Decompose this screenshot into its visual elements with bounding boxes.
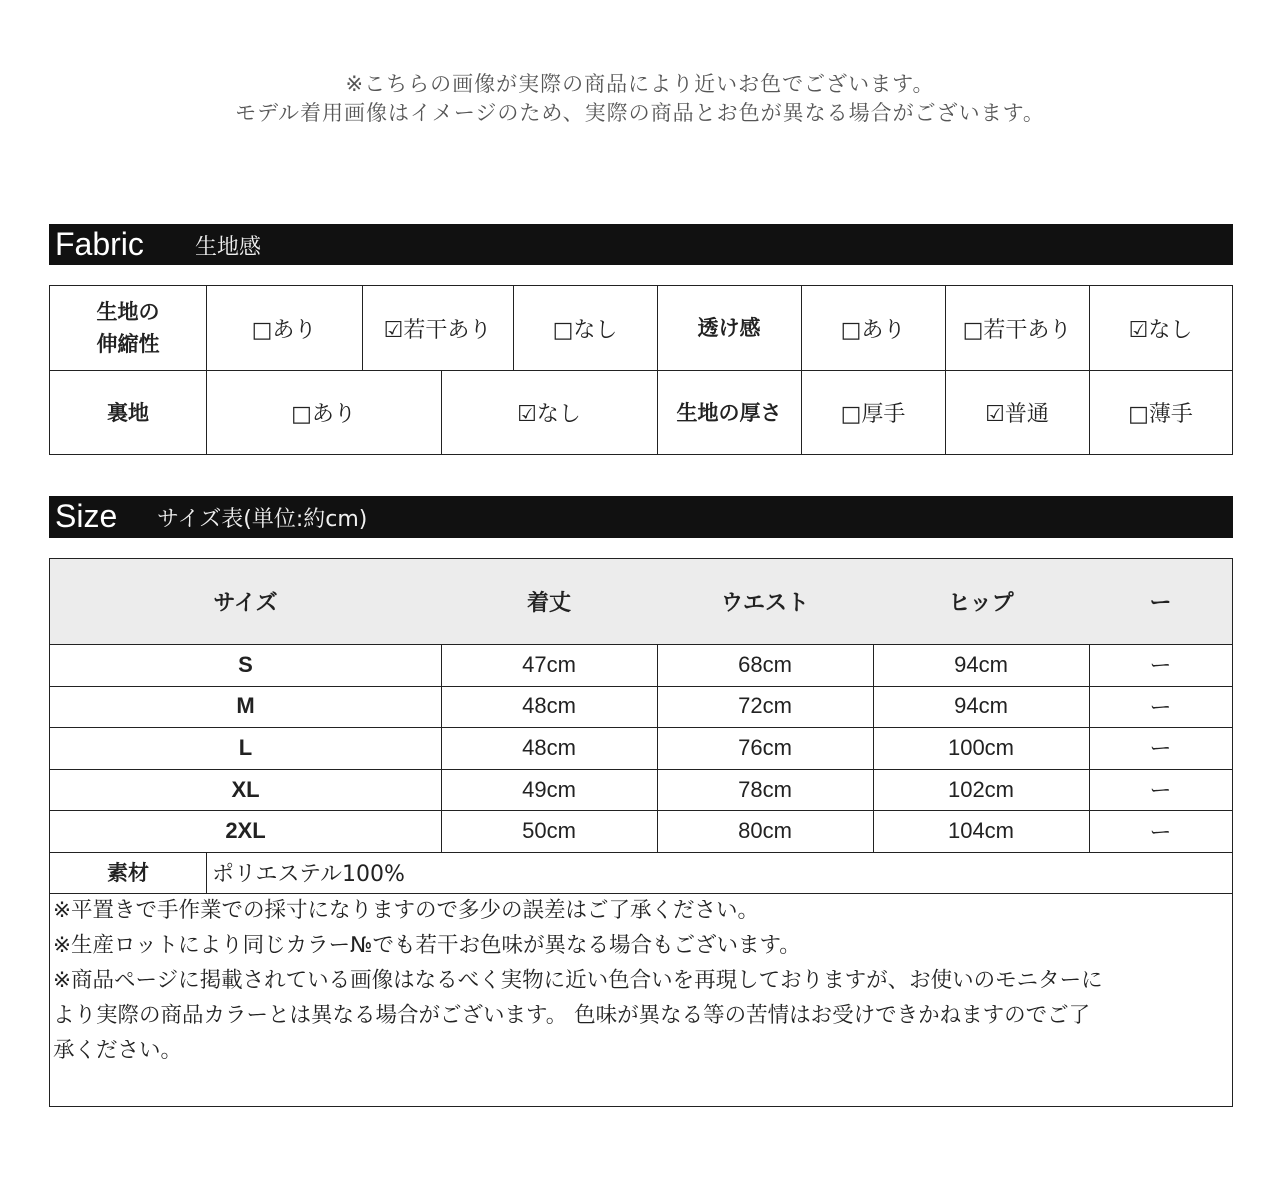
note-line: 承ください。 (53, 1038, 183, 1063)
thickness-label: 生地の厚さ (657, 371, 802, 454)
lining-option-yes: □あり (206, 371, 442, 454)
sheer-label: 透け感 (657, 286, 802, 371)
stretch-option-yes: □あり (206, 286, 363, 371)
size-header-waist: ウエスト (657, 559, 874, 645)
size-row-size-cell: S (50, 644, 442, 687)
size-row-extra-cell: ー (1089, 810, 1232, 853)
sheer-option-yes: □あり (801, 286, 946, 371)
note-line: ※商品ページに掲載されている画像はなるべく実物に近い色合いを再現しておりますが、お使いのモニターに (53, 968, 1103, 993)
size-header-extra: ー (1089, 559, 1232, 645)
size-row-length-cell: 48cm (441, 686, 658, 729)
thickness-option-normal: ☑普通 (945, 371, 1090, 454)
size-row-hip-cell: 102cm (873, 769, 1090, 812)
size-row-hip-cell: 94cm (873, 686, 1090, 729)
fabric-table (49, 285, 1233, 455)
size-row-size-cell: L (50, 727, 442, 770)
size-row-length-cell: 49cm (441, 769, 658, 812)
size-row-waist-cell: 72cm (657, 686, 874, 729)
note-line: ※生産ロットにより同じカラー№でも若干お色味が異なる場合もございます。 (53, 933, 801, 958)
stretch-option-slight: ☑若干あり (362, 286, 514, 371)
size-row-waist-cell: 78cm (657, 769, 874, 812)
thickness-option-thin: □薄手 (1128, 402, 1193, 427)
header-note-1: ※こちらの画像が実際の商品により近いお色でございます。 (345, 72, 935, 96)
fabric-section-header (49, 224, 1233, 265)
note-line: より実際の商品カラーとは異なる場合がございます。 色味が異なる等の苦情はお受けできかねますのでご了 (53, 1003, 1091, 1028)
fabric-title-jp: 生地感 (195, 235, 262, 260)
thickness-option-thick: □厚手 (801, 371, 946, 454)
material-label: 素材 (50, 852, 207, 894)
material-value: ポリエステル100% (206, 852, 1232, 894)
size-notes (53, 893, 1229, 1068)
size-row-hip-cell: 100cm (873, 727, 1090, 770)
size-row-length-cell: 50cm (441, 810, 658, 853)
sheer-option-slight: □若干あり (945, 286, 1090, 371)
lining-label: 裏地 (50, 371, 207, 454)
size-header-size: サイズ (50, 559, 442, 645)
size-title-jp: サイズ表(単位:約cm) (157, 507, 368, 532)
size-title-en: Size (55, 498, 118, 534)
size-row-hip-cell: 94cm (873, 644, 1090, 687)
size-row-waist-cell: 80cm (657, 810, 874, 853)
size-row-extra-cell: ー (1089, 769, 1232, 812)
size-row-length-cell: 47cm (441, 644, 658, 687)
size-row-size-cell: M (50, 686, 442, 729)
size-row-extra-cell: ー (1089, 686, 1232, 729)
lining-option-no: ☑なし (441, 371, 658, 454)
stretch-option-no: □なし (513, 286, 658, 371)
size-row-waist-cell: 76cm (657, 727, 874, 770)
size-row-extra-cell: ー (1089, 644, 1232, 687)
size-row-size-cell: 2XL (50, 810, 442, 853)
size-row-waist-cell: 68cm (657, 644, 874, 687)
sheer-option-no: ☑なし (1089, 286, 1232, 371)
note-line: ※平置きで手作業での採寸になりますので多少の誤差はご了承ください。 (53, 898, 760, 923)
size-row-length-cell: 48cm (441, 727, 658, 770)
header-note-2: モデル着用画像はイメージのため、実際の商品とお色が異なる場合がございます。 (235, 101, 1045, 125)
size-row-hip-cell: 104cm (873, 810, 1090, 853)
size-header-length: 着丈 (441, 559, 658, 645)
size-header-hip: ヒップ (873, 559, 1090, 645)
size-row-extra-cell: ー (1089, 727, 1232, 770)
fabric-title-en: Fabric (55, 226, 144, 262)
size-row-size-cell: XL (50, 769, 442, 812)
stretch-label: 生地の 伸縮性 (50, 286, 207, 371)
size-table (49, 558, 1233, 1107)
size-section-header (49, 496, 1233, 538)
